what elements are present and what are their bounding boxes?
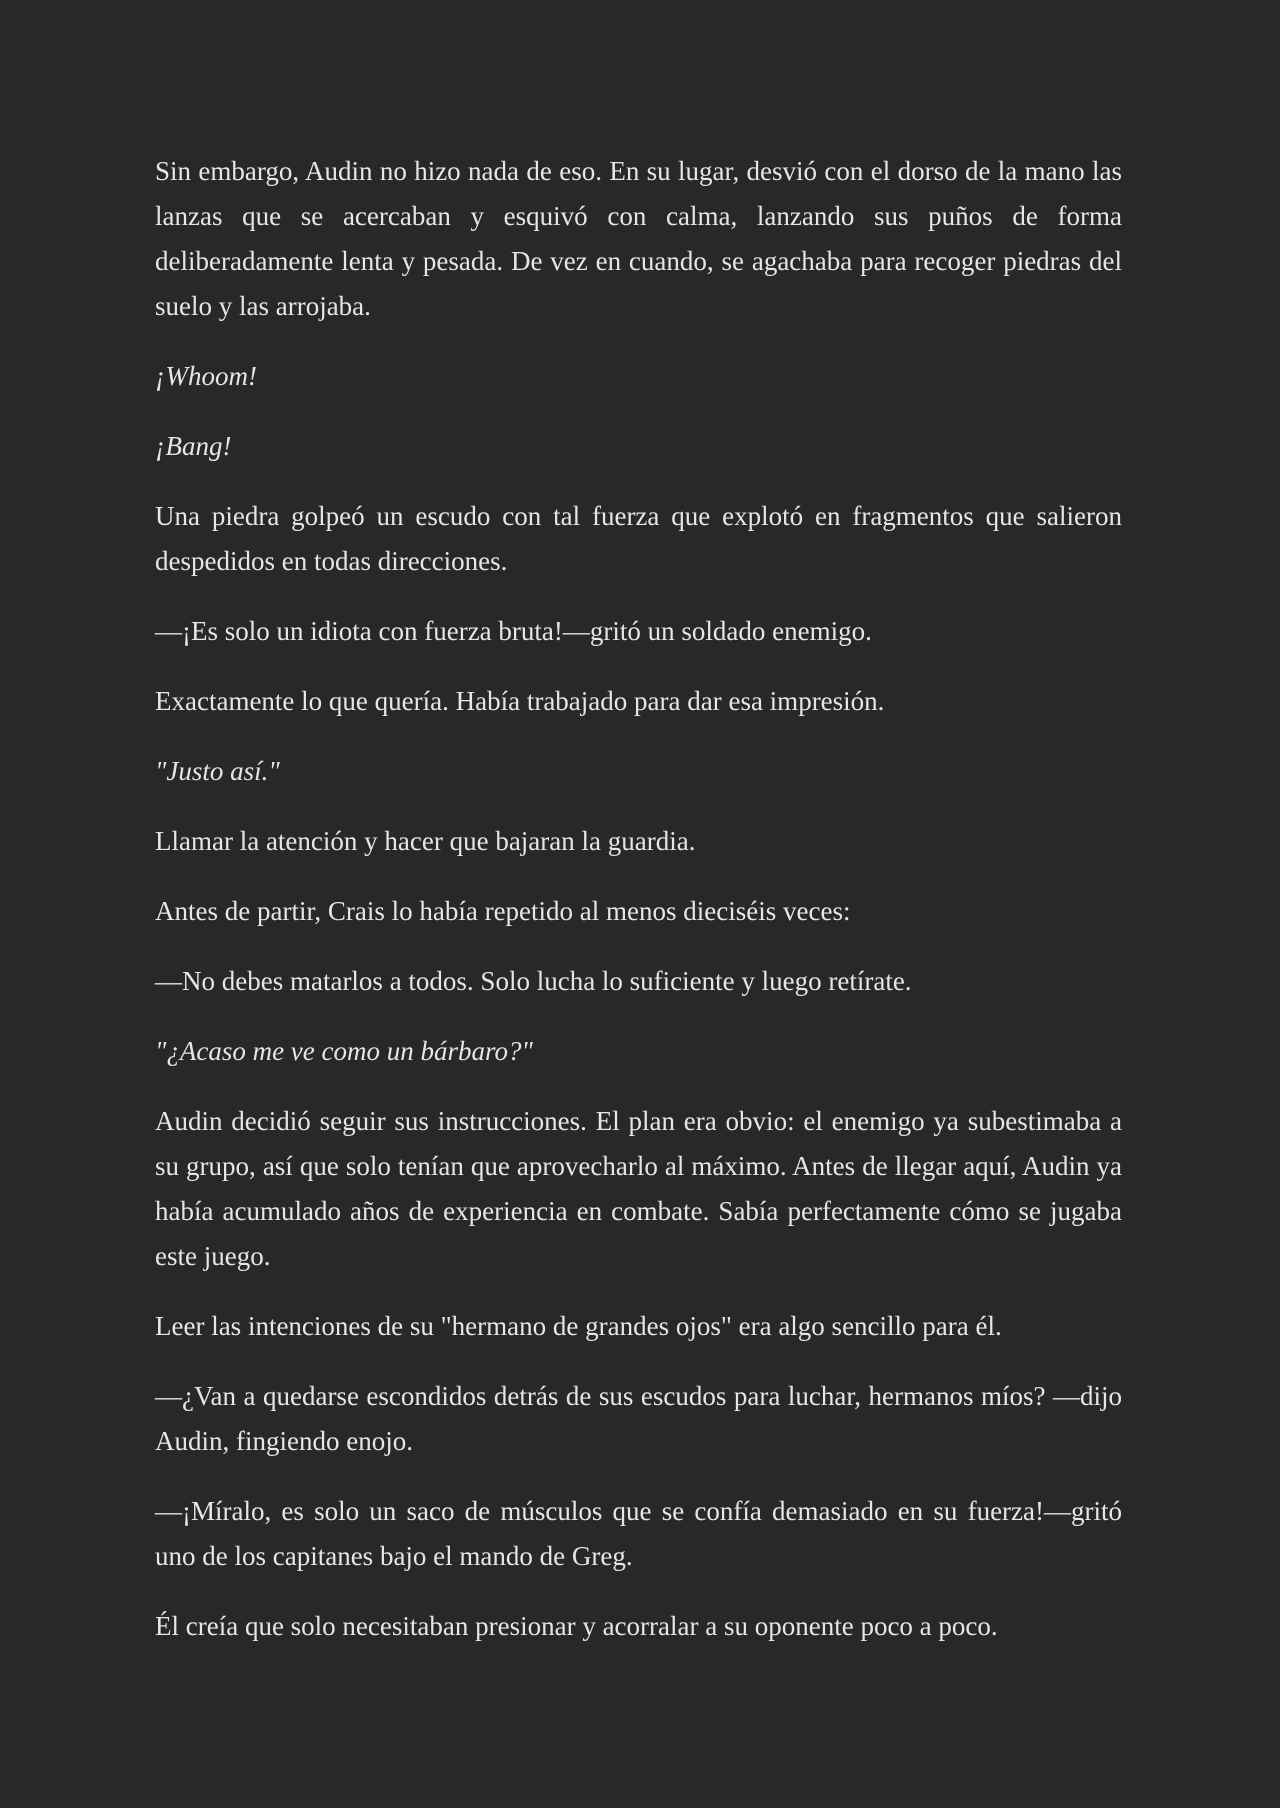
dialogue-line: —¿Van a quedarse escondidos detrás de sus escudos para luchar, hermanos míos? —dijo Audin, fingiendo enojo. [155,1381,1122,1456]
sound-effect: ¡Whoom! [155,361,257,391]
dialogue-line: —¡Míralo, es solo un saco de músculos que se confía demasiado en su fuerza!—gritó uno de los capitanes bajo el mando de Greg. [155,1496,1122,1571]
paragraph: Audin decidió seguir sus instrucciones. El plan era obvio: el enemigo ya subestimaba a su grupo, así que solo tenían que aprovecharlo al máximo. Antes de llegar aquí, Audin ya había acumulado años de experiencia en combate. Sabía perfectamente cómo se jugaba este juego. [155,1106,1122,1271]
paragraph: Exactamente lo que quería. Había trabajado para dar esa impresión. [155,686,885,716]
reading-page [155,149,1122,1674]
paragraph: Antes de partir, Crais lo había repetido al menos dieciséis veces: [155,896,851,926]
paragraph: Sin embargo, Audin no hizo nada de eso. En su lugar, desvió con el dorso de la mano las lanzas que se acercaban y esquivó con calma, lanzando sus puños de forma deliberadamente lenta y pesada. De vez en cuando, se agachaba para recoger piedras del suelo y las arrojaba. [155,156,1122,321]
dialogue-line: —No debes matarlos a todos. Solo lucha lo suficiente y luego retírate. [155,966,912,996]
paragraph: Leer las intenciones de su "hermano de grandes ojos" era algo sencillo para él. [155,1311,1002,1341]
paragraph: Él creía que solo necesitaban presionar y acorralar a su oponente poco a poco. [155,1611,998,1641]
paragraph: Una piedra golpeó un escudo con tal fuerza que explotó en fragmentos que salieron despedidos en todas direcciones. [155,501,1122,576]
dialogue-line: —¡Es solo un idiota con fuerza bruta!—gritó un soldado enemigo. [155,616,872,646]
sound-effect: ¡Bang! [155,431,232,461]
inner-thought: "Justo así." [155,756,280,786]
paragraph: Llamar la atención y hacer que bajaran la guardia. [155,826,696,856]
inner-thought: "¿Acaso me ve como un bárbaro?" [155,1036,533,1066]
